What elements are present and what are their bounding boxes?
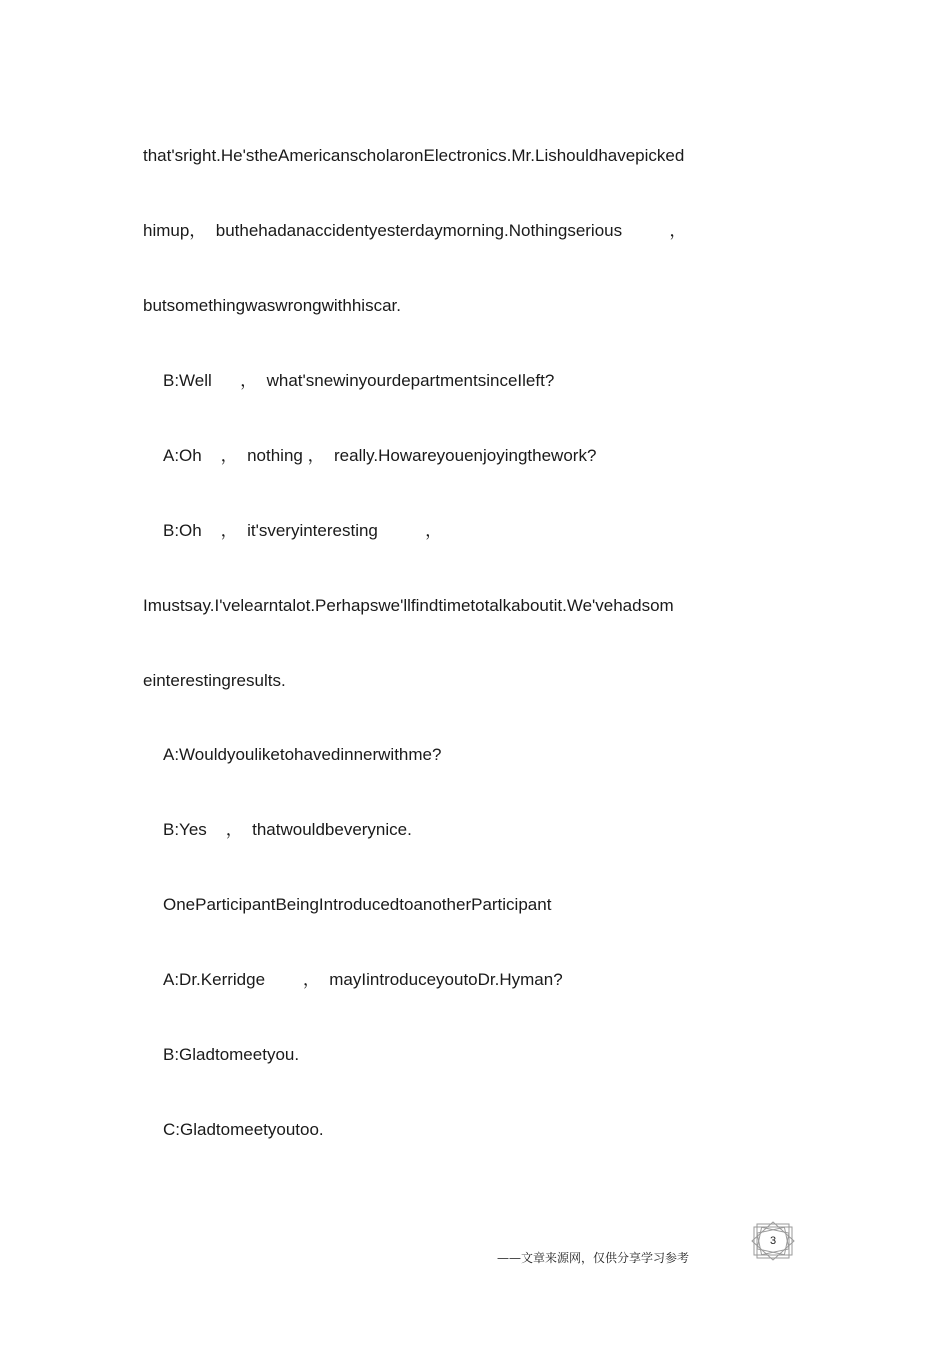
dialogue-line: B:Gladtomeetyou.: [163, 1045, 300, 1064]
page-number: 3: [769, 1235, 777, 1247]
page-number-badge: [750, 1221, 796, 1261]
text-line: Imustsay.I'velearntalot.Perhapswe'llfindtimetotalkaboutit.We'vehadsom: [143, 596, 674, 615]
text-line: that'sright.He'stheAmericanscholaronElectronics.Mr.Lishouldhavepicked: [143, 146, 685, 165]
text-line: butsomethingwaswrongwithhiscar.: [143, 296, 401, 315]
section-heading: OneParticipantBeingIntroducedtoanotherParticipant: [163, 895, 552, 914]
dialogue-line: B:Well ， what'snewinyourdepartmentsinceIleft?: [163, 371, 555, 390]
dialogue-line: A:Dr.Kerridge ， mayIintroduceyoutoDr.Hyman?: [163, 970, 563, 989]
footer-source-note: ——文章来源网，仅供分享学习参考: [497, 1251, 690, 1265]
dialogue-line: B:Yes ， thatwouldbeverynice.: [163, 820, 412, 839]
dialogue-line: A:Oh ， nothing ， really.Howareyouenjoyingthework?: [163, 446, 597, 465]
text-line: himup， buthehadanaccidentyesterdaymorning.Nothingserious ，: [143, 221, 687, 240]
dialogue-line: A:Wouldyouliketohavedinnerwithme?: [163, 745, 442, 764]
dialogue-line: B:Oh ， it'sveryinteresting ，: [163, 521, 443, 540]
dialogue-line: C:Gladtomeetyoutoo.: [163, 1120, 324, 1139]
text-line: einterestingresults.: [143, 671, 286, 690]
